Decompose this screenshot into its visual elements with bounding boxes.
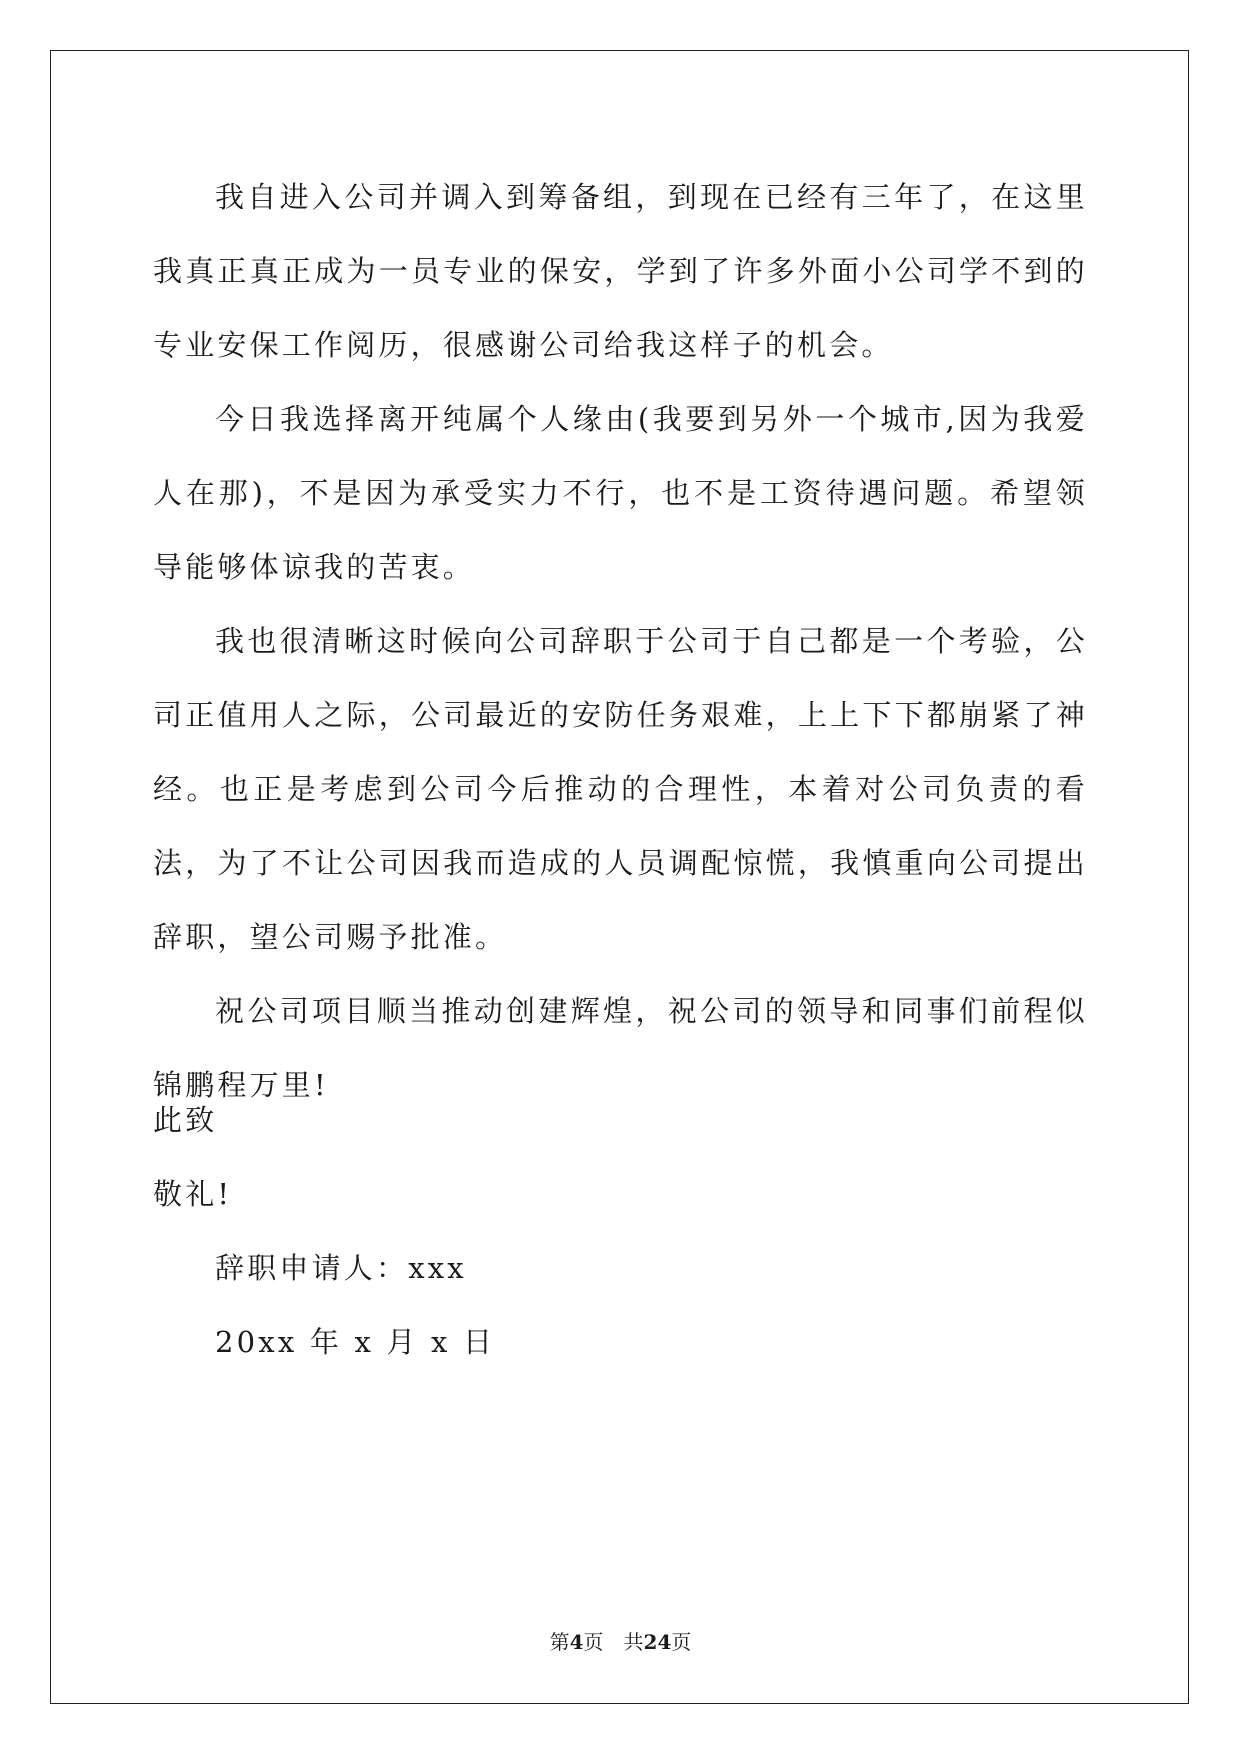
signature-line: 辞职申请人：xxx [215,1251,467,1285]
date-line: 20xx 年 x 月 x 日 [215,1325,496,1359]
footer-suffix: 页 [671,1630,692,1654]
page-number-footer [0,1626,1241,1655]
current-page-number: 4 [569,1630,584,1654]
paragraph-wishes: 祝公司项目顺当推动创建辉煌，祝公司的领导和同事们前程似锦鹏程万里! [153,994,1088,1102]
total-page-number: 24 [643,1630,672,1654]
footer-mid: 页 共 [583,1630,644,1654]
paragraph-intro: 我自进入公司并调入到筹备组，到现在已经有三年了，在这里我真正真正成为一员专业的保安，学到了许多外面小公司学不到的专业安保工作阅历，很感谢公司给我这样子的机会。 [153,180,1088,362]
closing-regards: 敬礼! [153,1177,233,1211]
paragraph-consideration: 我也很清晰这时候向公司辞职于公司于自己都是一个考验，公司正值用人之际，公司最近的安防任务艰难，上上下下都崩紧了神经。也正是考虑到公司今后推动的合理性，本着对公司负责的看法，为了不让公司因我而造成的人员调配惊慌，我慎重向公司提出辞职，望公司赐予批准。 [153,624,1088,954]
footer-prefix: 第 [549,1630,570,1654]
letter-body [153,160,1088,1122]
paragraph-reason: 今日我选择离开纯属个人缘由(我要到另外一个城市,因为我爱人在那)，不是因为承受实力不行，也不是工资待遇问题。希望领导能够体谅我的苦衷。 [153,402,1088,584]
closing-salutation: 此致 [153,1103,218,1137]
